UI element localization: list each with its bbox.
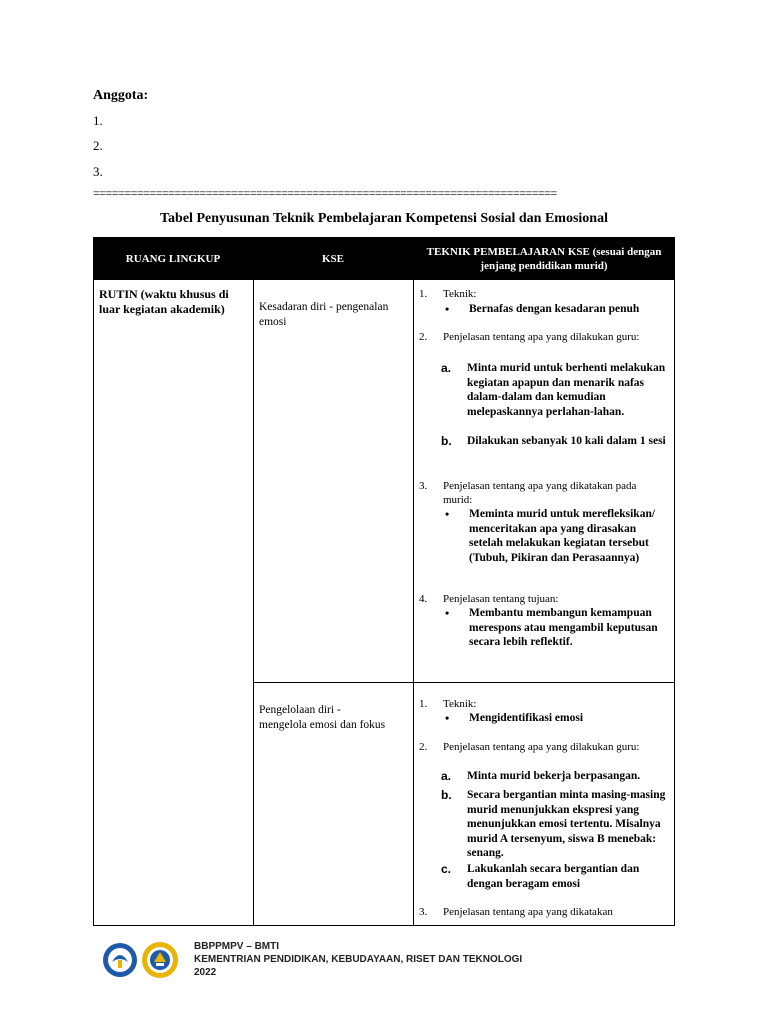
col-divider-1 (253, 280, 254, 926)
item-text: Penjelasan tentang apa yang dilakukan guru: (443, 741, 640, 753)
row-divider (253, 682, 675, 683)
sub-text: Lakukanlah secara bergantian dan dengan beragam emosi (467, 863, 640, 890)
bullet-icon: • (445, 507, 450, 521)
marker-c: c. (441, 862, 452, 876)
marker-b: b. (441, 788, 452, 802)
sub-text: Dilakukan sebanyak 10 kali dalam 1 sesi (467, 435, 666, 447)
item-text: Penjelasan tentang tujuan: (443, 593, 559, 605)
footer-year: 2022 (194, 967, 217, 978)
table-border-bottom (93, 925, 675, 926)
sub-text: Minta murid bekerja berpasangan. (467, 770, 641, 782)
member-3: 3. (93, 164, 103, 179)
item-number: 3. (419, 480, 428, 492)
bullet-icon: • (445, 606, 450, 620)
item-text: Teknik: (443, 698, 477, 710)
ruang-lingkup-cell: RUTIN (waktu khusus di luar kegiatan akademik) (99, 287, 229, 316)
marker-a: a. (441, 361, 452, 375)
sub-text: Meminta murid untuk merefleksikan/ menceritakan apa yang dirasakan setelah melakukan kegiatan tersebut (Tubuh, Pikiran dan Perasaannya) (469, 508, 656, 564)
table-title: Tabel Penyusunan Teknik Pembelajaran Kompetensi Sosial dan Emosional (160, 211, 608, 226)
kse-row-2: Pengelolaan diri - mengelola emosi dan fokus (259, 704, 386, 731)
marker-b: b. (441, 434, 452, 448)
footer-text (194, 940, 522, 979)
item-number: 1. (419, 288, 428, 300)
sub-text: Mengidentifikasi emosi (469, 712, 584, 724)
bullet-icon: • (445, 302, 450, 316)
marker-a: a. (441, 769, 452, 783)
tut-wuri-handayani-logo-icon (102, 940, 182, 980)
footer-institution: BBPPMPV – BMTI (194, 941, 280, 952)
item-number: 2. (419, 741, 428, 753)
item-number: 3. (419, 906, 428, 918)
item-number: 4. (419, 593, 428, 605)
kse-table (93, 237, 675, 926)
item-text: Teknik: (443, 288, 477, 300)
table-border-right (674, 237, 675, 926)
sub-text: Membantu membangun kemampuan merespons atau mengambil keputusan secara lebih reflektif. (469, 607, 658, 648)
header-ruang-lingkup: RUANG LINGKUP (125, 252, 221, 265)
item-number: 2. (419, 331, 428, 343)
bullet-icon: • (445, 711, 450, 725)
sub-text: Bernafas dengan kesadaran penuh (469, 303, 640, 315)
item-text: Penjelasan tentang apa yang dikatakan pada murid: (443, 480, 637, 506)
members-label: Anggota: (93, 88, 149, 103)
footer-logos (102, 940, 182, 980)
col-divider-2 (413, 280, 414, 926)
footer-ministry: KEMENTRIAN PENDIDIKAN, KEBUDAYAAN, RISET DAN TEKNOLOGI (194, 954, 523, 965)
sub-text: Minta murid untuk berhenti melakukan kegiatan apapun dan menarik nafas dalam-dalam dan kemudian melepaskannya perlahan-lahan. (467, 362, 666, 418)
header-kse: KSE (321, 252, 344, 265)
item-number: 1. (419, 698, 428, 710)
table-header (93, 237, 675, 280)
table-border-left (93, 237, 94, 926)
separator-line: ========================================================================== (93, 186, 557, 200)
sub-text: Secara bergantian minta masing-masing murid menunjukkan ekspresi yang menunjukkan emosi tertentu. Misalnya murid A tersenyum, siswa B menebak: senang. (467, 789, 666, 859)
header-teknik: TEKNIK PEMBELAJARAN KSE (sesuai dengan jenjang pendidikan murid) (426, 245, 662, 272)
member-2: 2. (93, 138, 103, 153)
kse-row-1: Kesadaran diri - pengenalan emosi (259, 301, 389, 328)
item-text: Penjelasan tentang apa yang dikatakan (443, 906, 613, 918)
member-1: 1. (93, 113, 103, 128)
item-text: Penjelasan tentang apa yang dilakukan guru: (443, 331, 640, 343)
